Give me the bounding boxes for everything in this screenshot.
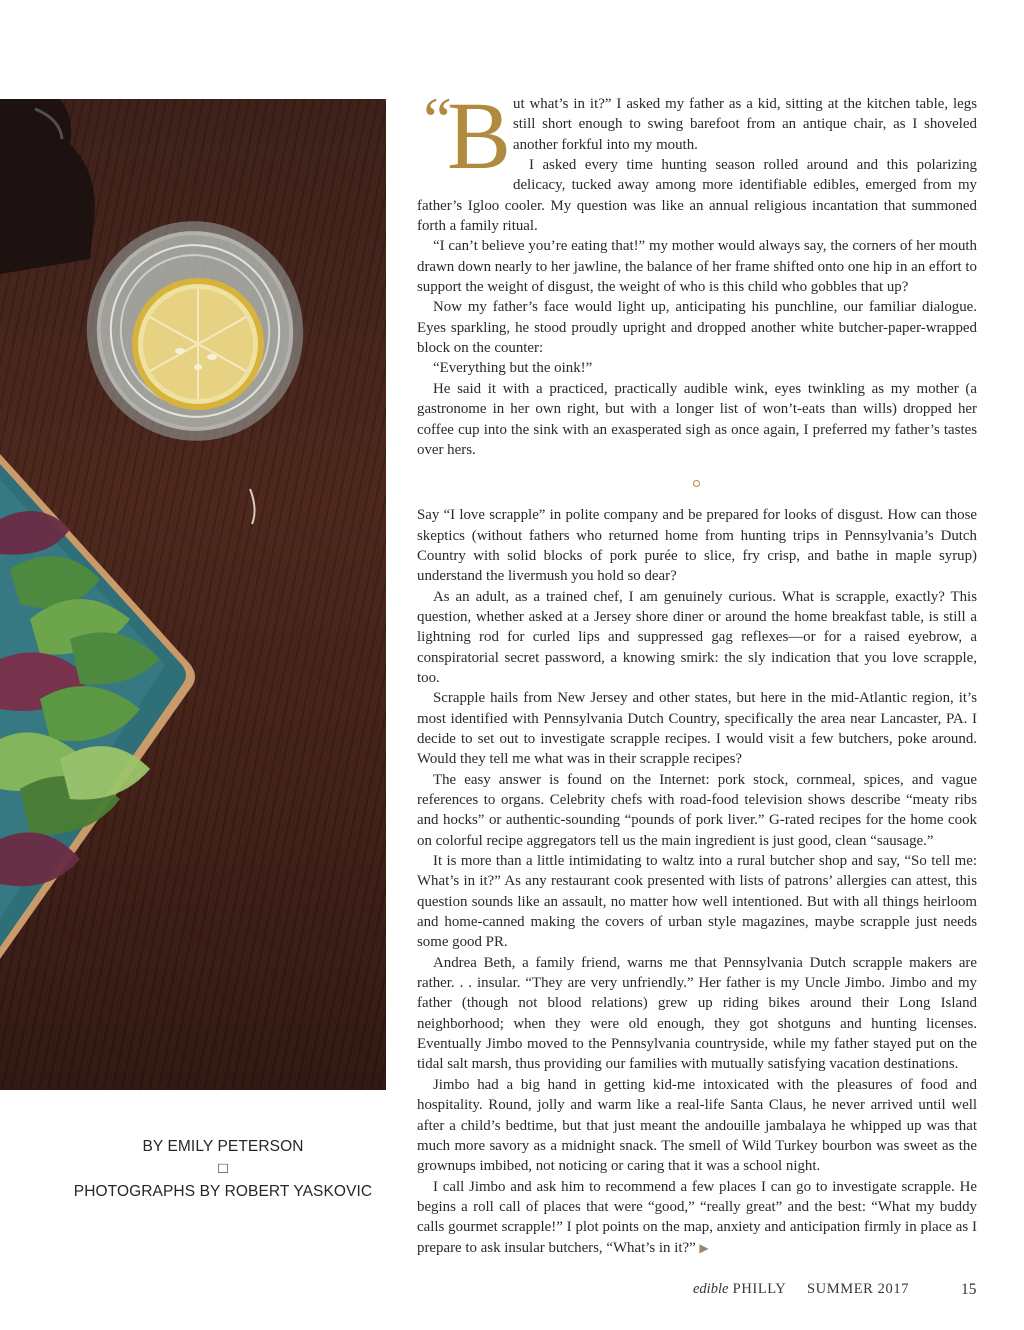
photographer-credit: PHOTOGRAPHS BY ROBERT YASKOVIC	[73, 1183, 373, 1200]
article-body	[417, 82, 977, 1258]
photograph	[0, 99, 386, 1090]
continue-arrow-icon: ▶	[699, 1240, 709, 1255]
byline-separator: □	[218, 1160, 228, 1177]
article-paragraph: Scrapple hails from New Jersey and other states, but here in the mid-Atlantic region, it’s most identified with Pennsylvania Dutch Country, specifically the area near Lancaster, PA. I decide to set out to investigate scrapple recipes. I would visit a few butchers, poke around. Would they tell me what was in their scrapple recipes?	[417, 690, 977, 768]
footer-issue: SUMMER 2017	[806, 1281, 910, 1297]
article-paragraph: The easy answer is found on the Internet: pork stock, cornmeal, spices, and vague references to organs. Celebrity chefs with road-food television shows describe “meaty ribs and hocks” or authentic-sounding “pounds of pork liver.” G-rated recipes for the home cook on colorful recipe aggregators tell us the main ingredient is just good, clean “sausage.”	[417, 771, 977, 849]
section-divider	[417, 460, 977, 505]
page-number: 15	[961, 1281, 977, 1298]
food-photo-illustration	[0, 99, 386, 1090]
article-paragraph: “I can’t believe you’re eating that!” my mother would always say, the corners of her mouth drawn down nearly to her jawline, the balance of her frame shifted onto one hip in an effort to support the weight of disgust, the weight of who is this child who gobbles that up?	[417, 238, 977, 296]
article-paragraph: Now my father’s face would light up, anticipating his punchline, our familiar dialogue. Eyes sparkling, he stood proudly upright and dropped another white butcher-paper-wrapped block on the counter:	[417, 299, 977, 357]
article-paragraph: Jimbo had a big hand in getting kid-me intoxicated with the pleasures of food and hospitality. Round, jolly and warm like a real-life Santa Claus, he never arrived until well after a child’s bedtime, but that just meant the andouille jambalaya he whipped up was that much more savory as a midnight snack. The smell of Wild Turkey bourbon was sweet as the grownups imbibed, not noticing or caring that it was a school night.	[417, 1076, 977, 1175]
divider-ornament-icon	[693, 480, 700, 487]
article-paragraph: Say “I love scrapple” in polite company and be prepared for looks of disgust. How can those skeptics (without fathers who returned home from hunting trips in Pennsylvania’s Dutch Country with solid blocks of pork purée to slice, fry crisp, and bathe in maple syrup) understand the livermush you hold so dear?	[417, 507, 977, 585]
article-paragraph: Andrea Beth, a family friend, warns me that Pennsylvania Dutch scrapple makers are rather. . . insular. “They are very unfriendly.” Her father is my Uncle Jimbo. Jimbo and my father (though not blood relations) grew up riding bikes around their Long Island neighborhood; when they were old enough, they got shotguns and hunting licenses. Eventually Jimbo moved to the Pennsylvania countryside, while my father stayed put on the tidal salt marsh, thus providing our families with mutually satisfying vacation destinations.	[417, 954, 977, 1073]
author-byline: BY EMILY PETERSON	[142, 1138, 304, 1155]
final-paragraph-text: I call Jimbo and ask him to recommend a few places I can go to investigate scrapple. He begins a roll call of places that were “good,” “really great” and the best: “What my buddy calls gourmet scrapple!” I plot points on the map, anxiety and anticipation firmly in place as I prepare to ask insular butchers, “What’s in it?”	[417, 1178, 977, 1256]
footer-publication: PHILLY	[732, 1281, 786, 1297]
drop-cap-letter: B	[447, 82, 512, 189]
article-paragraph: ut what’s in it?” I asked my father as a kid, sitting at the kitchen table, legs still short enough to swing barefoot from an antique chair, as I shoveled another forkful into my mouth.	[513, 96, 977, 153]
footer-brand: edible	[693, 1281, 729, 1297]
article-paragraph	[417, 1177, 977, 1258]
drop-cap	[417, 82, 513, 189]
article-paragraph: He said it with a practiced, practically audible wink, eyes twinkling as my mother (a gastronome in her own right, but with a longer list of won’t-eats than wills) dropped her coffee cup into the sink with an exasperated sigh as once again, I preferred my father’s tastes over hers.	[417, 380, 977, 458]
article-paragraph: I asked every time hunting season rolled around and this polarizing delicacy, tucked away among more identifiable edibles, emerged from my father’s Igloo cooler. My question was like an annual religious incantation that summoned forth a family ritual.	[417, 157, 977, 235]
article-paragraph: It is more than a little intimidating to waltz into a rural butcher shop and say, “So tell me: What’s in it?” As any restaurant cook presented with lists of patrons’ allergies can attest, this question sounds like an assault, no matter how well intentioned. But with all things heirloom and home-canned making the covers of urban style magazines, maybe scrapple just needs some good PR.	[417, 853, 977, 951]
page-footer	[693, 1281, 909, 1298]
drop-cap-quote: “	[417, 84, 453, 155]
article-paragraph: “Everything but the oink!”	[433, 360, 593, 377]
article-paragraph: As an adult, as a trained chef, I am genuinely curious. What is scrapple, exactly? This question, whether asked at a Jersey shore diner or around the home breakfast table, is still a lightning rod for curled lips and suppressed gag reflexes—or for a raised eyebrow, a conspiratorial secret password, a knowing smirk: the sly indication that you love scrapple, too.	[417, 588, 977, 686]
